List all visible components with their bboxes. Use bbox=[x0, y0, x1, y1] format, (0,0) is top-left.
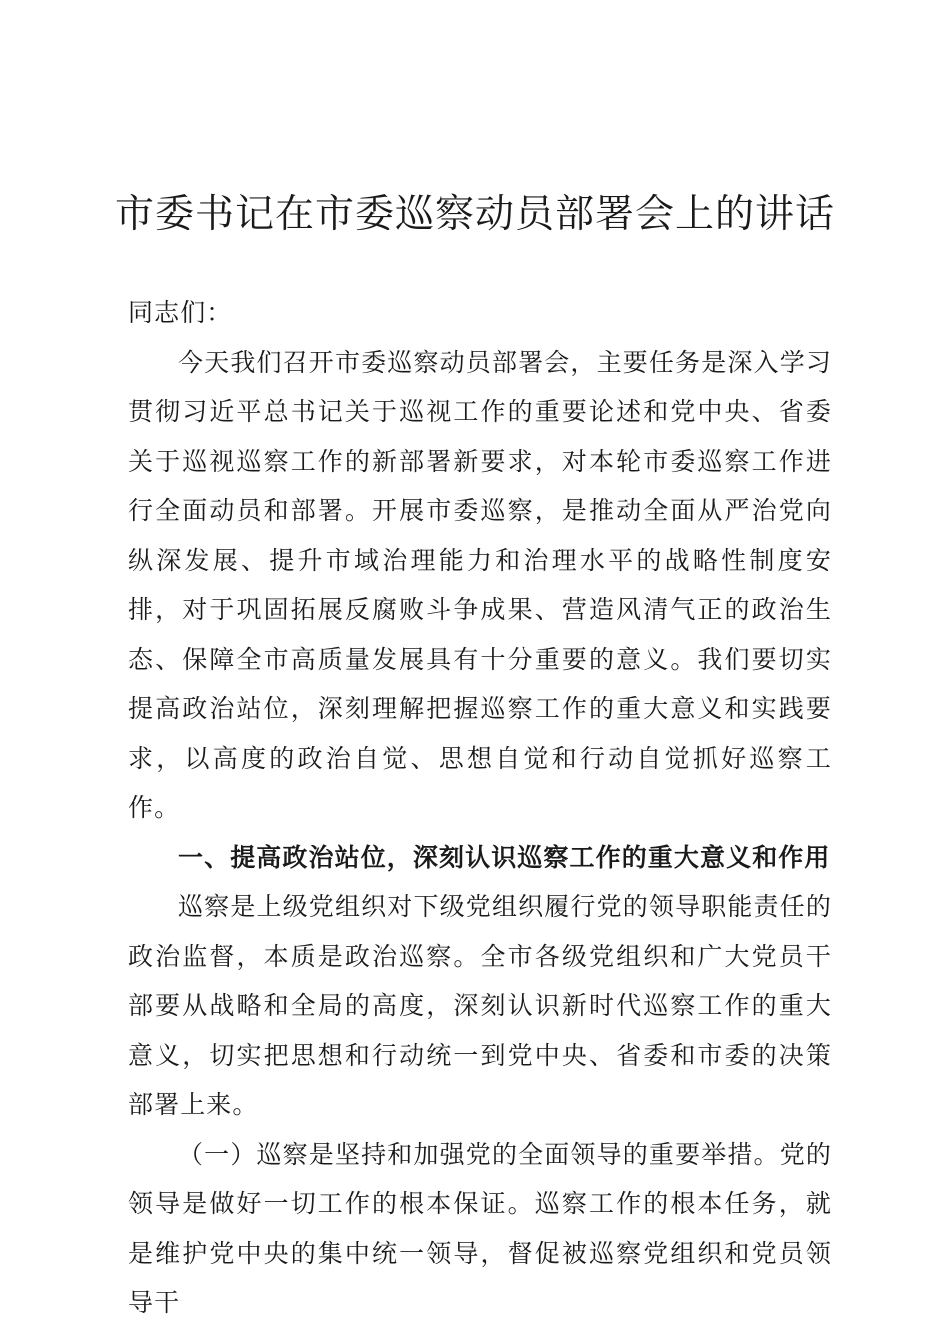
document-title: 市委书记在市委巡察动员部署会上的讲话 bbox=[114, 192, 835, 237]
salutation: 同志们： bbox=[128, 298, 233, 327]
section-heading: 一、提高政治站位，深刻认识巡察工作的重大意义和作用 bbox=[178, 842, 831, 872]
document-body bbox=[128, 288, 832, 1328]
subsection-paragraph: （一）巡察是坚持和加强党的全面领导的重要举措。党的领导是做好一切工作的根本保证。巡察工作的根本任务，就是维护党中央的集中统一领导，督促被巡察党组织和党员领导干 bbox=[128, 1139, 832, 1317]
section-paragraph: 巡察是上级党组织对下级党组织履行党的领导职能责任的政治监督，本质是政治巡察。全市各级党组织和广大党员干部要从战略和全局的高度，深刻认识新时代巡察工作的重大意义，切实把思想和行动统一到党中央、省委和市委的决策部署上来。 bbox=[128, 892, 832, 1119]
intro-paragraph: 今天我们召开市委巡察动员部署会，主要任务是深入学习贯彻习近平总书记关于巡视工作的重要论述和党中央、省委关于巡视巡察工作的新部署新要求，对本轮市委巡察工作进行全面动员和部署。开展市委巡察，是推动全面从严治党向纵深发展、提升市域治理能力和治理水平的战略性制度安排，对于巩固拓展反腐败斗争成果、营造风清气正的政治生态、保障全市高质量发展具有十分重要的意义。我们要切实提高政治站位，深刻理解把握巡察工作的重大意义和实践要求，以高度的政治自觉、思想自觉和行动自觉抓好巡察工作。 bbox=[128, 347, 832, 822]
